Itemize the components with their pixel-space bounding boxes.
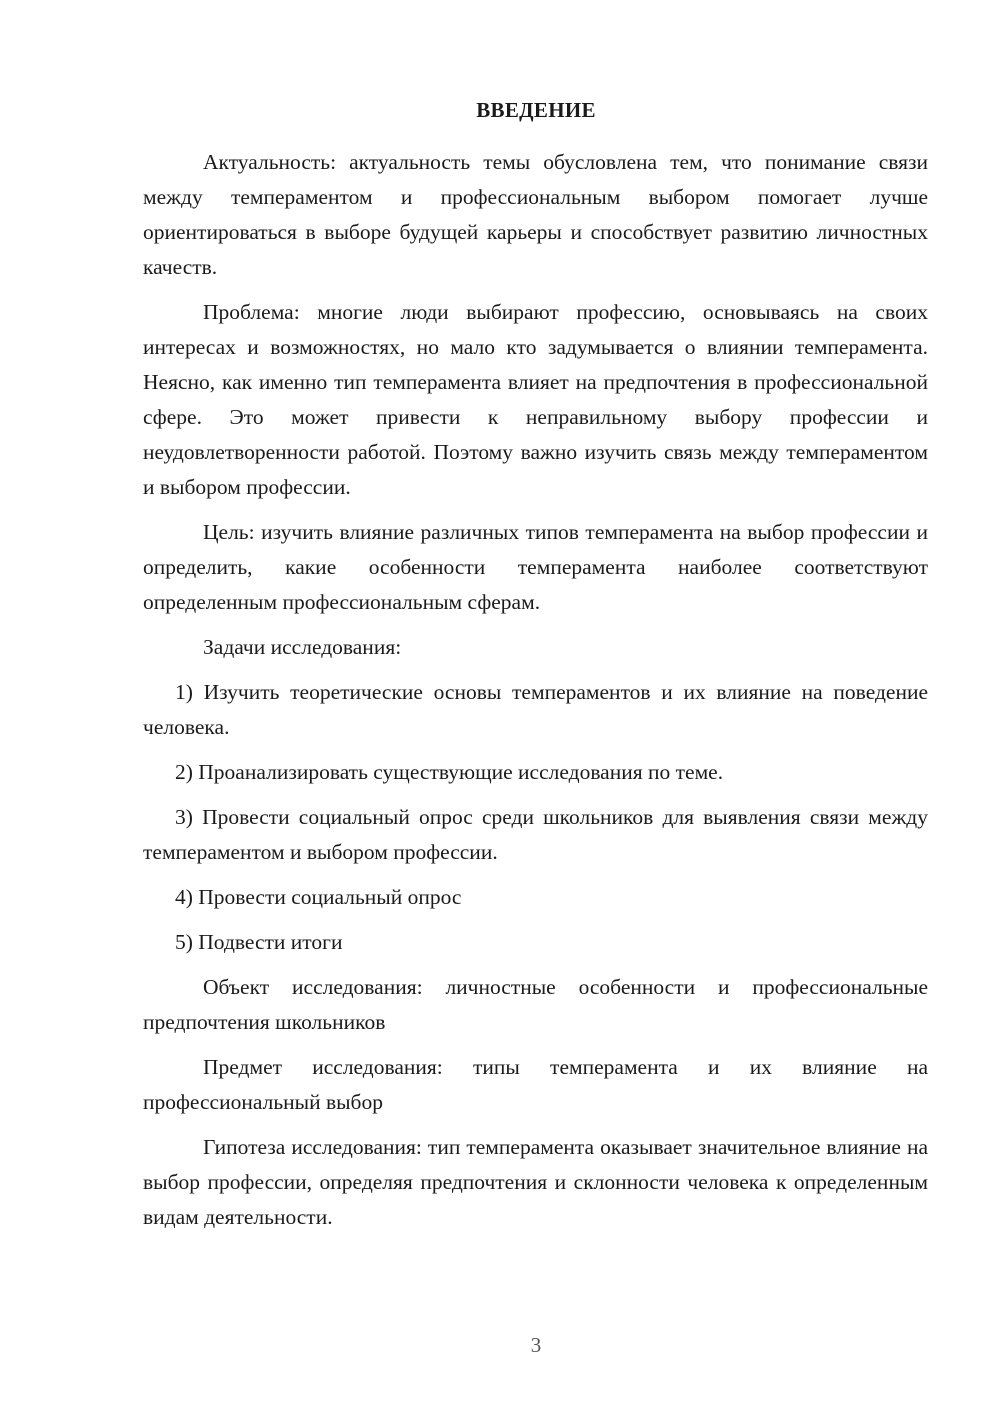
task-item-1: 1) Изучить теоретические основы темпераментов и их влияние на поведение человека. <box>143 680 928 739</box>
task-item-5: 5) Подвести итоги <box>175 930 343 954</box>
paragraph-hypothesis: Гипотеза исследования: тип темперамента оказывает значительное влияние на выбор профессии, определяя предпочтения и склонности человека к определенным видам деятельности. <box>143 1135 928 1229</box>
task-item-3: 3) Провести социальный опрос среди школьников для выявления связи между темпераментом и выбором профессии. <box>143 805 928 864</box>
paragraph-relevance: Актуальность: актуальность темы обусловлена тем, что понимание связи между темпераментом и профессиональным выбором помогает лучше ориентироваться в выборе будущей карьеры и способствует развитию личностных качеств. <box>143 150 928 279</box>
task-item-4: 4) Провести социальный опрос <box>175 885 462 909</box>
paragraph-problem: Проблема: многие люди выбирают профессию, основываясь на своих интересах и возможностях, но мало кто задумывается о влиянии темперамента. Неясно, как именно тип темперамента влияет на предпочтения в профессиональной сфере. Это может привести к неправильному выбору профессии и неудовлетворенности работой. Поэтому важно изучить связь между темпераментом и выбором профессии. <box>143 300 928 499</box>
body-text <box>143 145 928 1245</box>
task-item-2: 2) Проанализировать существующие исследования по теме. <box>175 760 724 784</box>
paragraph-goal: Цель: изучить влияние различных типов темперамента на выбор профессии и определить, какие особенности темперамента наиболее соответствуют определенным профессиональным сферам. <box>143 520 928 614</box>
section-title: ВВЕДЕНИЕ <box>476 98 596 122</box>
paragraph-subject: Предмет исследования: типы темперамента и их влияние на профессиональный выбор <box>143 1055 928 1114</box>
paragraph-tasks-heading: Задачи исследования: <box>203 635 402 659</box>
page-number: 3 <box>530 1333 542 1357</box>
paragraph-object: Объект исследования: личностные особенности и профессиональные предпочтения школьников <box>143 975 928 1034</box>
